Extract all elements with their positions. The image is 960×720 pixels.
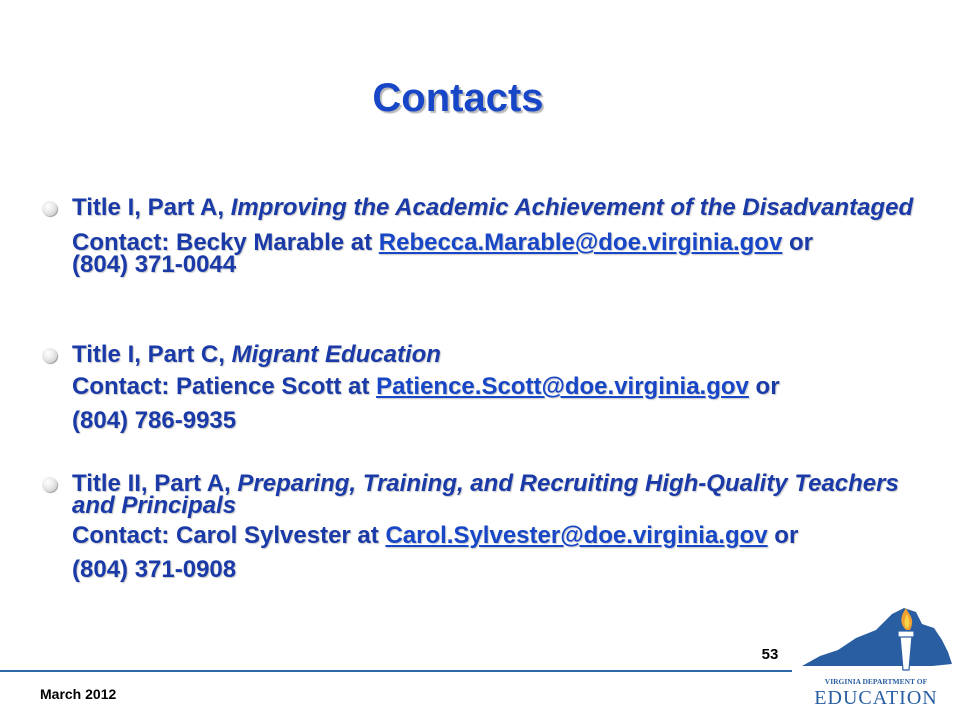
list-item-title-1-part-a [42,194,922,278]
footer-date: March 2012 [40,686,117,702]
list-item-title-1-part-c [42,341,922,434]
footer-divider [0,670,792,672]
virginia-state-shape [802,608,952,666]
logo-line1: VIRGINIA DEPARTMENT OF [824,677,928,686]
phone-number: (804) 371-0908 [72,556,237,583]
email-link[interactable]: Patience.Scott@doe.virginia.gov [376,373,749,400]
virginia-doe-logo [792,600,960,720]
bullet-icon [42,348,57,363]
bullet-icon [42,477,57,492]
logo-line2: EDUCATION [814,687,938,709]
item-heading: Title I, Part C, Migrant Education [72,341,441,368]
contact-line: Contact: Carol Sylvester at Carol.Sylvester@doe.virginia.gov or [72,522,799,549]
item-heading: Title I, Part A, Improving the Academic Achievement of the Disadvantaged [72,194,914,221]
contact-line: Contact: Becky Marable at Rebecca.Marable@doe.virginia.gov or (804) 371-0044 [72,229,813,278]
email-link[interactable]: Rebecca.Marable@doe.virginia.gov [378,229,783,256]
page-number: 53 [761,646,779,663]
list-item-title-2-part-a [42,470,922,583]
item-heading: Title II, Part A, Preparing, Training, and Recruiting High-Quality Teachers and Principals [72,470,899,519]
phone-number: (804) 786-9935 [72,407,237,434]
contact-line: Contact: Patience Scott at Patience.Scott@doe.virginia.gov or [72,373,780,400]
bullet-icon [42,201,57,216]
email-link[interactable]: Carol.Sylvester@doe.virginia.gov [385,522,768,549]
slide-title: Contacts [372,76,544,120]
phone-number: (804) 371-0044 [72,251,237,278]
